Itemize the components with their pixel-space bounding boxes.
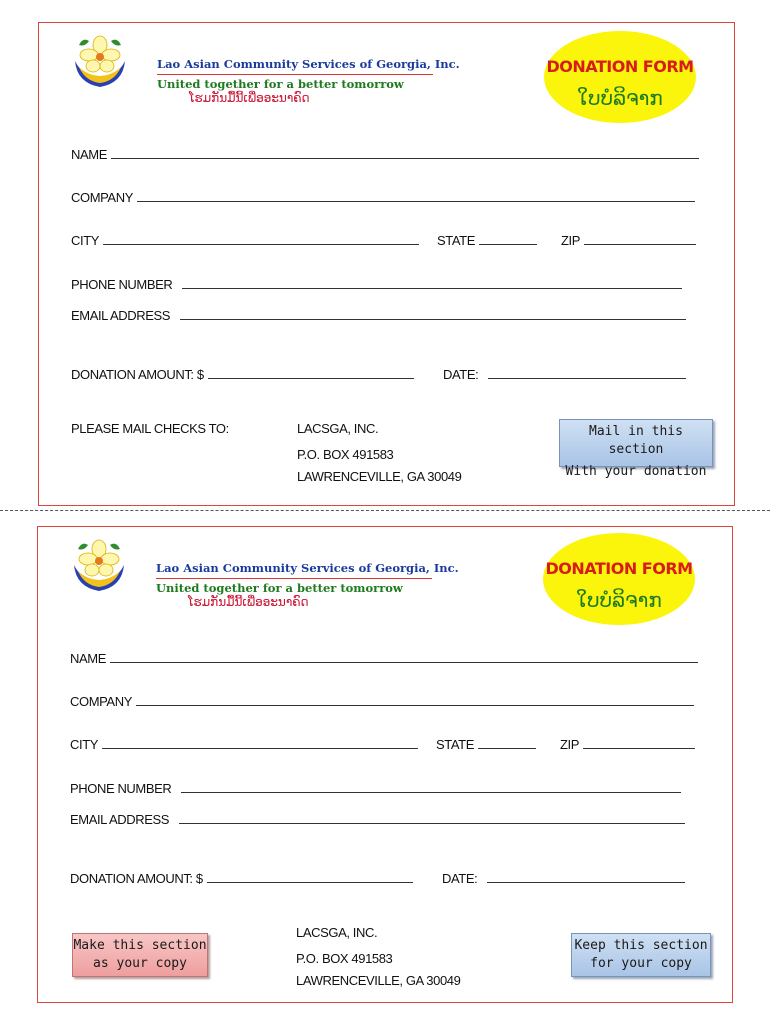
badge-lao-title: ໃບບໍລິຈາກ (577, 86, 663, 110)
donation-form-badge (544, 31, 696, 123)
mail-address-line1: LACSGA, INC. (296, 925, 378, 940)
state-input-line[interactable] (478, 748, 536, 749)
donation-amount-input-line[interactable] (208, 378, 414, 379)
email-label: EMAIL ADDRESS (71, 308, 171, 323)
keep-copy-section-button (571, 933, 711, 977)
donation-amount-label: DONATION AMOUNT: $ (70, 871, 203, 886)
organization-header (156, 561, 459, 609)
donation-amount-label: DONATION AMOUNT: $ (71, 367, 204, 382)
donation-amount-field[interactable] (70, 871, 413, 886)
state-field[interactable] (437, 233, 537, 248)
keep-copy-line1: Keep this section (574, 938, 708, 953)
name-label: NAME (71, 147, 107, 162)
mail-address-line3: LAWRENCEVILLE, GA 30049 (296, 973, 461, 988)
name-input-line[interactable] (110, 662, 698, 663)
date-field[interactable] (443, 367, 686, 382)
company-input-line[interactable] (136, 705, 694, 706)
company-field[interactable] (71, 190, 695, 205)
keep-copy-line2: for your copy (590, 956, 692, 971)
mail-in-line2: With your donation (565, 464, 707, 479)
badge-title: DONATION FORM (546, 57, 694, 76)
header-divider (157, 74, 433, 75)
company-label: COMPANY (71, 190, 133, 205)
donation-form-badge (543, 533, 695, 625)
donation-form-copy-section (37, 526, 733, 1003)
zip-input-line[interactable] (584, 244, 696, 245)
organization-lao-tagline: ໂຮມກັນມື້ນີ້ເພື່ອອະນາຄົດ (189, 91, 310, 105)
make-copy-line1: Make this section (73, 938, 207, 953)
state-input-line[interactable] (479, 244, 537, 245)
organization-name: Lao Asian Community Services of Georgia, Inc. (157, 57, 460, 71)
mail-address-line2: P.O. BOX 491583 (296, 951, 393, 966)
phone-input-line[interactable] (182, 288, 682, 289)
phone-field[interactable] (70, 781, 681, 796)
cut-line (0, 510, 770, 511)
organization-tagline: United together for a better tomorrow (156, 581, 403, 595)
header-divider (156, 578, 432, 579)
phone-field[interactable] (71, 277, 682, 292)
zip-label: ZIP (560, 737, 580, 752)
date-label: DATE: (442, 871, 478, 886)
city-input-line[interactable] (102, 748, 418, 749)
mail-address-line3: LAWRENCEVILLE, GA 30049 (297, 469, 462, 484)
email-input-line[interactable] (179, 823, 685, 824)
make-copy-line2: as your copy (93, 956, 187, 971)
date-input-line[interactable] (488, 378, 686, 379)
email-input-line[interactable] (180, 319, 686, 320)
city-label: CITY (71, 233, 100, 248)
badge-lao-title: ໃບບໍລິຈາກ (576, 588, 662, 612)
zip-label: ZIP (561, 233, 581, 248)
organization-lao-tagline: ໂຮມກັນມື້ນີ້ເພື່ອອະນາຄົດ (188, 595, 309, 609)
email-field[interactable] (70, 812, 685, 827)
organization-header (157, 57, 460, 105)
state-label: STATE (437, 233, 475, 248)
city-field[interactable] (71, 233, 419, 248)
city-input-line[interactable] (103, 244, 419, 245)
city-label: CITY (70, 737, 99, 752)
name-input-line[interactable] (111, 158, 699, 159)
name-label: NAME (70, 651, 106, 666)
date-label: DATE: (443, 367, 479, 382)
donation-amount-field[interactable] (71, 367, 414, 382)
make-copy-section-button (72, 933, 208, 977)
mail-address-line1: LACSGA, INC. (297, 421, 379, 436)
zip-field[interactable] (560, 737, 695, 752)
company-label: COMPANY (70, 694, 132, 709)
flower-hands-logo-icon (68, 535, 130, 597)
organization-tagline: United together for a better tomorrow (157, 77, 404, 91)
date-input-line[interactable] (487, 882, 685, 883)
organization-name: Lao Asian Community Services of Georgia, Inc. (156, 561, 459, 575)
city-field[interactable] (70, 737, 418, 752)
phone-input-line[interactable] (181, 792, 681, 793)
mail-in-line1: Mail in this section (589, 424, 683, 457)
name-field[interactable] (70, 651, 698, 666)
mail-in-section-button (559, 419, 713, 479)
mail-checks-label: PLEASE MAIL CHECKS TO: (71, 421, 229, 436)
state-label: STATE (436, 737, 474, 752)
phone-label: PHONE NUMBER (70, 781, 172, 796)
zip-input-line[interactable] (583, 748, 695, 749)
name-field[interactable] (71, 147, 699, 162)
company-field[interactable] (70, 694, 694, 709)
mail-address-line2: P.O. BOX 491583 (297, 447, 394, 462)
company-input-line[interactable] (137, 201, 695, 202)
date-field[interactable] (442, 871, 685, 886)
donation-form-mail-section (38, 22, 735, 506)
donation-amount-input-line[interactable] (207, 882, 413, 883)
state-field[interactable] (436, 737, 536, 752)
zip-field[interactable] (561, 233, 696, 248)
badge-title: DONATION FORM (545, 559, 693, 578)
flower-hands-logo-icon (69, 31, 131, 93)
phone-label: PHONE NUMBER (71, 277, 173, 292)
email-label: EMAIL ADDRESS (70, 812, 170, 827)
email-field[interactable] (71, 308, 686, 323)
